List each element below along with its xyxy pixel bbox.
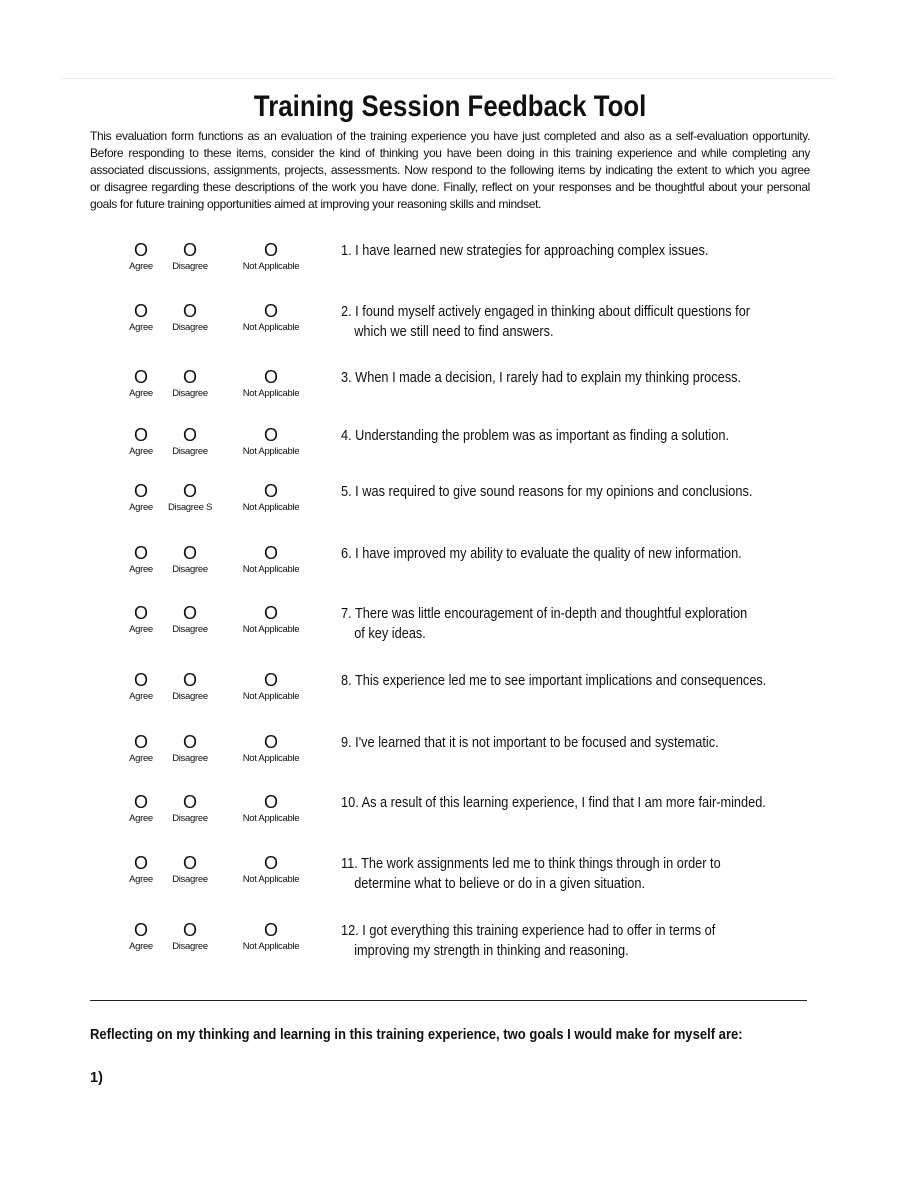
radio-circle-icon[interactable]: O	[182, 425, 197, 445]
statement-line: 2. I found myself actively engaged in thinking about difficult questions for	[341, 304, 751, 320]
option-na[interactable]	[231, 368, 311, 399]
item-statement	[341, 426, 729, 446]
page-title	[0, 90, 900, 124]
option-label: Disagree S	[168, 502, 212, 513]
option-label: Disagree	[172, 624, 208, 635]
radio-circle-icon[interactable]: O	[133, 481, 148, 501]
feedback-item	[0, 604, 900, 654]
option-na[interactable]	[231, 544, 311, 575]
statement-line: 7. There was little encouragement of in-depth and thoughtful exploration	[341, 606, 748, 622]
option-label: Not Applicable	[242, 624, 300, 635]
option-label: Disagree	[172, 322, 208, 333]
feedback-item	[0, 733, 900, 783]
option-disagree[interactable]	[150, 302, 230, 333]
radio-circle-icon[interactable]: O	[133, 853, 148, 873]
option-label: Agree	[129, 261, 153, 272]
option-label: Not Applicable	[242, 322, 300, 333]
feedback-item	[0, 482, 900, 532]
option-label: Agree	[129, 564, 153, 575]
item-statement	[341, 793, 766, 813]
option-disagree[interactable]	[150, 793, 230, 824]
option-disagree[interactable]	[150, 733, 230, 764]
statement-line: 3. When I made a decision, I rarely had to explain my thinking process.	[341, 370, 742, 386]
option-label: Agree	[129, 502, 153, 513]
intro-paragraph	[90, 128, 810, 213]
option-na[interactable]	[231, 302, 311, 333]
radio-circle-icon[interactable]: O	[263, 425, 278, 445]
radio-circle-icon[interactable]: O	[263, 603, 278, 623]
radio-circle-icon[interactable]: O	[182, 792, 197, 812]
radio-circle-icon[interactable]: O	[182, 670, 197, 690]
item-statement	[341, 368, 741, 388]
option-na[interactable]	[231, 241, 311, 272]
statement-line: 6. I have improved my ability to evaluate the quality of new information.	[341, 546, 742, 562]
statement-line: 11. The work assignments led me to think things through in order to	[341, 856, 721, 872]
radio-circle-icon[interactable]: O	[133, 301, 148, 321]
item-statement	[341, 544, 742, 564]
option-disagree[interactable]	[150, 241, 230, 272]
radio-circle-icon[interactable]: O	[133, 425, 148, 445]
radio-circle-icon[interactable]: O	[182, 732, 197, 752]
intro-line: Before responding to these items, consider the kind of thinking you have been doing in this training experience and while completing any	[90, 146, 810, 160]
option-label: Not Applicable	[242, 446, 300, 457]
radio-circle-icon[interactable]: O	[133, 732, 148, 752]
feedback-item	[0, 426, 900, 476]
statement-line: 9. I've learned that it is not important to be focused and systematic.	[341, 735, 719, 751]
intro-line: or disagree regarding these descriptions of the work you have done. Finally, reflect on your responses and be thoughtful about your personal	[90, 180, 810, 194]
radio-circle-icon[interactable]: O	[263, 481, 278, 501]
radio-circle-icon[interactable]: O	[182, 543, 197, 563]
statement-line: 1. I have learned new strategies for approaching complex issues.	[341, 243, 709, 259]
intro-line: goals for future training opportunities aimed at improving your reasoning skills and mindset.	[90, 197, 542, 211]
option-label: Not Applicable	[242, 261, 300, 272]
option-disagree[interactable]	[150, 482, 230, 513]
option-label: Not Applicable	[242, 691, 300, 702]
option-na[interactable]	[231, 604, 311, 635]
option-disagree[interactable]	[150, 544, 230, 575]
radio-circle-icon[interactable]: O	[133, 920, 148, 940]
radio-circle-icon[interactable]: O	[182, 367, 197, 387]
option-label: Agree	[129, 874, 153, 885]
option-label: Disagree	[172, 564, 208, 575]
statement-line: 5. I was required to give sound reasons for my opinions and conclusions.	[341, 484, 753, 500]
option-label: Disagree	[172, 813, 208, 824]
option-label: Disagree	[172, 446, 208, 457]
option-label: Not Applicable	[242, 564, 300, 575]
option-label: Disagree	[172, 261, 208, 272]
option-na[interactable]	[231, 482, 311, 513]
radio-circle-icon[interactable]: O	[263, 853, 278, 873]
option-label: Disagree	[172, 941, 208, 952]
radio-circle-icon[interactable]: O	[263, 920, 278, 940]
option-label: Not Applicable	[242, 753, 300, 764]
intro-line: associated discussions, assignments, projects, assessments. Now respond to the following items by indicating the extent to which you agree	[90, 163, 810, 177]
feedback-item	[0, 302, 900, 352]
option-label: Disagree	[172, 388, 208, 399]
item-statement	[341, 921, 715, 961]
radio-circle-icon[interactable]: O	[182, 853, 197, 873]
radio-circle-icon[interactable]: O	[263, 732, 278, 752]
page-top-border	[62, 78, 834, 79]
option-disagree[interactable]	[150, 671, 230, 702]
option-disagree[interactable]	[150, 921, 230, 952]
statement-line: 10. As a result of this learning experience, I find that I am more fair-minded.	[341, 795, 766, 811]
option-disagree[interactable]	[150, 854, 230, 885]
radio-circle-icon[interactable]: O	[133, 543, 148, 563]
option-label: Agree	[129, 446, 153, 457]
statement-line: which we still need to find answers.	[354, 324, 554, 340]
feedback-item	[0, 921, 900, 971]
option-na[interactable]	[231, 426, 311, 457]
option-na[interactable]	[231, 793, 311, 824]
intro-line: This evaluation form functions as an evaluation of the training experience you have just completed and also as a self-evaluation opportunity.	[90, 129, 810, 143]
divider-line	[90, 1000, 807, 1001]
radio-circle-icon[interactable]: O	[133, 792, 148, 812]
statement-line: 4. Understanding the problem was as important as finding a solution.	[341, 428, 729, 444]
feedback-item	[0, 368, 900, 418]
item-statement	[341, 854, 721, 894]
statement-line: 8. This experience led me to see important implications and consequences.	[341, 673, 767, 689]
statement-line: determine what to believe or do in a given situation.	[354, 876, 646, 892]
radio-circle-icon[interactable]: O	[263, 367, 278, 387]
radio-circle-icon[interactable]: O	[133, 670, 148, 690]
statement-line: improving my strength in thinking and reasoning.	[354, 943, 629, 959]
feedback-item	[0, 671, 900, 721]
option-label: Disagree	[172, 874, 208, 885]
radio-circle-icon[interactable]: O	[263, 670, 278, 690]
option-label: Agree	[129, 388, 153, 399]
radio-circle-icon[interactable]: O	[182, 481, 197, 501]
item-statement	[341, 671, 766, 691]
radio-circle-icon[interactable]: O	[182, 603, 197, 623]
item-statement	[341, 482, 752, 502]
radio-circle-icon[interactable]: O	[182, 301, 197, 321]
item-statement	[341, 241, 708, 261]
option-label: Agree	[129, 624, 153, 635]
item-statement	[341, 733, 719, 753]
radio-circle-icon[interactable]: O	[263, 301, 278, 321]
statement-line: 12. I got everything this training experience had to offer in terms of	[341, 923, 716, 939]
option-disagree[interactable]	[150, 604, 230, 635]
radio-circle-icon[interactable]: O	[263, 792, 278, 812]
radio-circle-icon[interactable]: O	[263, 240, 278, 260]
option-label: Not Applicable	[242, 874, 300, 885]
item-statement	[341, 302, 750, 342]
option-label: Agree	[129, 813, 153, 824]
option-label: Disagree	[172, 691, 208, 702]
radio-circle-icon[interactable]: O	[133, 367, 148, 387]
radio-circle-icon[interactable]: O	[133, 603, 148, 623]
option-na[interactable]	[231, 733, 311, 764]
option-disagree[interactable]	[150, 368, 230, 399]
radio-circle-icon[interactable]: O	[182, 240, 197, 260]
radio-circle-icon[interactable]: O	[133, 240, 148, 260]
radio-circle-icon[interactable]: O	[263, 543, 278, 563]
option-label: Agree	[129, 322, 153, 333]
option-disagree[interactable]	[150, 426, 230, 457]
option-label: Not Applicable	[242, 502, 300, 513]
reflection-prompt: Reflecting on my thinking and learning in this training experience, two goals I would make for myself are:	[90, 1027, 743, 1043]
statement-line: of key ideas.	[354, 626, 426, 642]
option-na[interactable]	[231, 854, 311, 885]
option-na[interactable]	[231, 921, 311, 952]
page-title-text: Training Session Feedback Tool	[253, 90, 647, 123]
option-label: Disagree	[172, 753, 208, 764]
option-label: Not Applicable	[242, 813, 300, 824]
option-label: Agree	[129, 753, 153, 764]
feedback-item	[0, 793, 900, 843]
goal-1-label: 1)	[90, 1070, 103, 1086]
feedback-item	[0, 241, 900, 291]
option-label: Not Applicable	[242, 941, 300, 952]
option-label: Not Applicable	[242, 388, 300, 399]
option-label: Agree	[129, 691, 153, 702]
radio-circle-icon[interactable]: O	[182, 920, 197, 940]
feedback-item	[0, 854, 900, 904]
feedback-item	[0, 544, 900, 594]
option-label: Agree	[129, 941, 153, 952]
item-statement	[341, 604, 747, 644]
option-na[interactable]	[231, 671, 311, 702]
